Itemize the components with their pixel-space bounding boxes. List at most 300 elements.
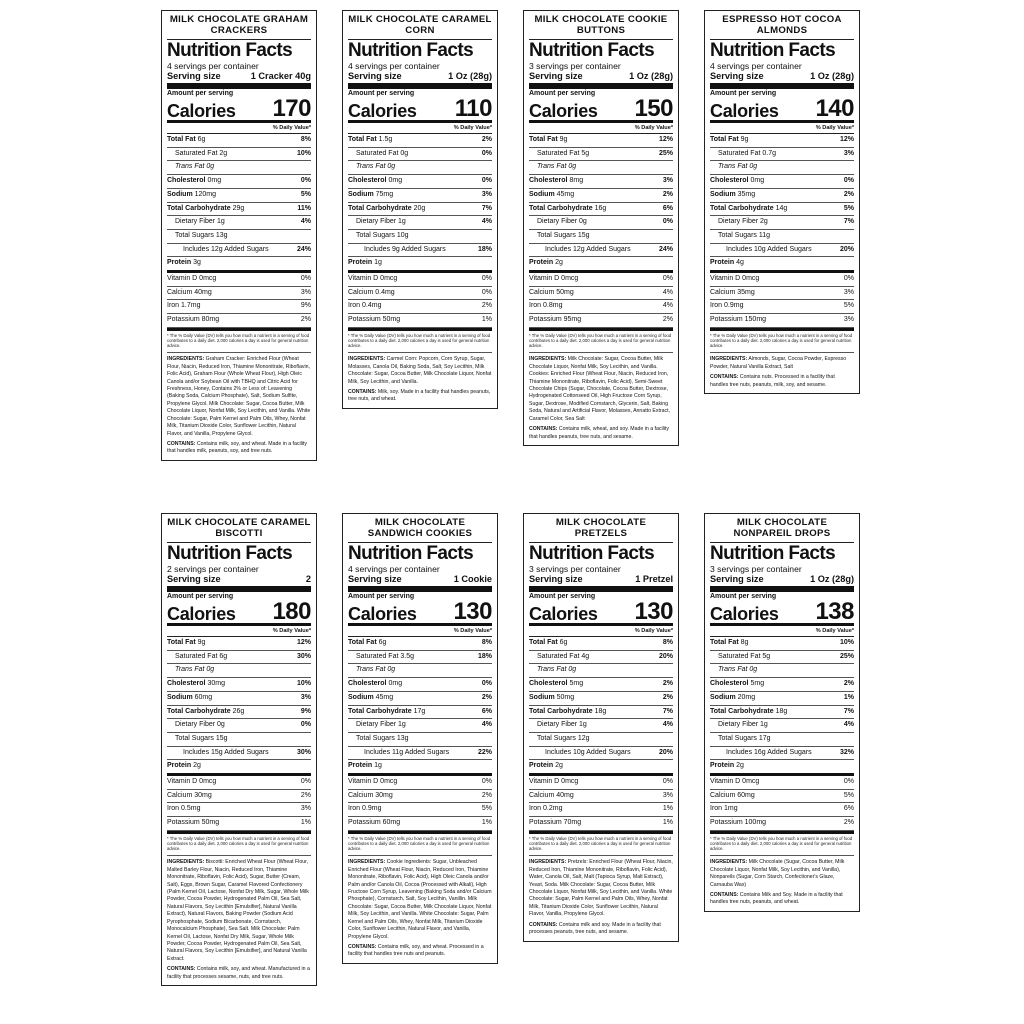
nutrient-name <box>710 706 787 719</box>
nutrient-row <box>348 747 492 761</box>
vitamin-amount: 40mg <box>194 288 212 296</box>
nutrient-dv: 4% <box>662 721 673 729</box>
nutrient-name <box>529 651 589 664</box>
nutrient-label: Dietary Fiber <box>537 218 578 226</box>
vitamin-name <box>348 273 397 286</box>
nutrient-dv: 3% <box>481 190 492 198</box>
vitamin-label: Potassium <box>348 819 381 827</box>
vitamin-amount: 150mg <box>744 316 767 324</box>
nutrient-row <box>529 637 673 651</box>
vitamin-name <box>710 273 759 286</box>
vitamin-row <box>167 287 311 301</box>
nutrient-dv: 7% <box>843 218 854 226</box>
nutrient-row <box>710 148 854 162</box>
nutrient-label: Saturated Fat <box>718 652 761 660</box>
nutrient-name <box>529 719 587 732</box>
vitamin-label: Iron <box>529 805 542 813</box>
nutrient-row <box>348 733 492 747</box>
nutrient-row <box>167 189 311 203</box>
nutrient-amount: 0mg <box>388 177 403 185</box>
vitamin-amount: 30mg <box>375 791 393 799</box>
vitamin-amount: 0.9mg <box>724 302 744 310</box>
nutrient-row <box>710 189 854 203</box>
nutrient-dv: 4% <box>300 218 311 226</box>
nutrient-amount: 1.5g <box>378 136 393 143</box>
nutrient-label: Cholesterol <box>167 177 206 185</box>
servings-per-container: 3 servings per container <box>529 564 621 574</box>
nutrient-label: Trans Fat <box>356 163 386 171</box>
nutrient-dv: 7% <box>662 707 673 715</box>
vitamin-label: Vitamin D <box>529 275 560 283</box>
nutrient-row <box>348 678 492 692</box>
vitamin-name <box>167 273 216 286</box>
nutrient-amount: 5mg <box>569 680 584 688</box>
nutrient-dv: 0% <box>481 177 492 185</box>
serving-size-label: Serving size <box>529 574 583 584</box>
vitamin-amount: 0.4mg <box>375 288 395 296</box>
vitamin-amount: 0.5mg <box>181 805 201 813</box>
vitamin-dv: 0% <box>481 288 492 296</box>
nutrition-facts-title: Nutrition Facts <box>348 39 492 61</box>
nutrient-name <box>710 692 755 705</box>
nutrient-name <box>529 637 567 650</box>
nutrient-row <box>710 733 854 747</box>
servings-per-container: 4 servings per container <box>167 61 259 71</box>
nutrient-row <box>529 651 673 665</box>
nutrient-label: Total Sugars <box>175 231 214 239</box>
vitamin-name <box>710 803 738 816</box>
daily-value-header: % Daily Value* <box>167 626 311 637</box>
vitamin-label: Potassium <box>710 316 743 324</box>
ingredients <box>710 855 854 889</box>
nutrient-row <box>167 161 311 175</box>
nutrient-label: Protein <box>348 762 373 770</box>
serving-size-value: 1 Oz (28g) <box>448 71 492 81</box>
nutrient-name <box>167 161 214 174</box>
nutrient-name <box>348 216 406 229</box>
daily-value-footnote: * The % Daily Value (DV) tells you how much a nutrient in a serving of food contributes to a daily diet. 2,000 calories a day is used for general nutrition advice. <box>529 328 673 349</box>
vitamin-label: Calcium <box>167 791 193 799</box>
nutrient-amount: 2g <box>555 762 563 770</box>
ingredients <box>348 855 492 940</box>
nutrient-label: Saturated Fat <box>537 149 580 157</box>
daily-value-footnote: * The % Daily Value (DV) tells you how much a nutrient in a serving of food contributes to a daily diet. 2,000 calories a day is used for general nutrition advice. <box>710 831 854 852</box>
nutrient-name <box>348 664 395 677</box>
vitamin-row <box>167 314 311 328</box>
nutrient-amount: 50mg <box>556 693 575 701</box>
vitamin-dv: 3% <box>300 805 311 813</box>
vitamin-dv: 5% <box>481 805 492 813</box>
nutrient-name <box>348 230 409 243</box>
nutrient-row <box>167 244 311 258</box>
vitamin-amount: 60mg <box>382 819 401 827</box>
nutrient-dv: 10% <box>296 149 311 157</box>
nutrient-amount: 5g <box>762 652 771 660</box>
ingredients-text: Milk Chocolate: Sugar, Cocoa Butter, Milk Chocolate Liquor, Nonfat Milk, Soy Lecithin, and Vanilla. Cookies: Enriched Flour (Wheat Flour, Niacin, Reduced Iron, Thiamine Mononitrate, Riboflavin, Folic Acid), Semi-Sweet Chocolate Chips (Sugar, Chocolate, Cocoa Butter, Dextrose, Hydrogenated Cottonseed Oil, High Fructose Corn Syrup, Sugar, Dextrose, Modified Cornstarch, Glycerin, Salt, Baking Soda, Natural and Artificial Flavor, Molasses, Annatto Extract, Caramel Color, Sea Salt <box>529 356 670 422</box>
contains-text: Milk, soy. Made in a facility that handles peanuts, tree nuts, and wheat. <box>348 389 491 403</box>
nutrient-row <box>348 760 492 776</box>
nutrient-row <box>710 719 854 733</box>
vitamin-name <box>710 776 759 789</box>
amount-per-serving: Amount per serving <box>167 593 234 600</box>
nutrient-dv: 20% <box>658 748 673 756</box>
nutrient-label: Includes 9g Added Sugars <box>364 245 446 253</box>
vitamin-label: Potassium <box>167 316 200 324</box>
nutrient-label: Protein <box>529 762 554 770</box>
nutrient-name <box>710 733 771 746</box>
vitamin-name <box>167 817 219 830</box>
vitamin-amount: 30mg <box>194 791 212 799</box>
serving-size-label: Serving size <box>348 574 402 584</box>
nutrient-label: Total Fat <box>167 136 196 143</box>
nutrient-name <box>348 692 393 705</box>
serving-size-label: Serving size <box>167 574 221 584</box>
nutrient-amount: 1g <box>760 721 768 729</box>
nutrient-label: Includes 11g Added Sugars <box>364 748 450 756</box>
nutrient-amount: 0g <box>387 666 396 674</box>
vitamin-dv: 2% <box>300 316 311 324</box>
nutrient-label: Total Carbohydrate <box>529 204 593 212</box>
nutrient-amount: 0g <box>568 666 577 674</box>
nutrient-label: Total Carbohydrate <box>710 707 774 715</box>
nutrient-dv: 24% <box>658 245 673 253</box>
nutrient-label: Total Sugars <box>537 231 576 239</box>
calories-value: 170 <box>272 95 311 122</box>
nutrient-row <box>167 134 311 148</box>
calories-label: Calories <box>710 604 779 624</box>
nutrient-row <box>529 664 673 678</box>
nutrient-row <box>167 651 311 665</box>
nutrient-name <box>710 257 744 270</box>
vitamin-label: Calcium <box>710 791 736 799</box>
servings-per-container: 3 servings per container <box>529 61 621 71</box>
vitamin-dv: 0% <box>662 275 673 283</box>
nutrient-name <box>348 148 408 161</box>
nutrient-amount: 9g <box>559 136 568 143</box>
nutrient-label: Protein <box>710 762 735 770</box>
servings-per-container: 4 servings per container <box>710 61 802 71</box>
nutrient-name <box>710 244 812 257</box>
nutrient-name <box>348 651 414 664</box>
nutrient-dv: 18% <box>477 652 492 660</box>
vitamin-label: Vitamin D <box>348 778 379 786</box>
nutrient-dv: 2% <box>481 136 492 143</box>
nutrient-amount: 0g <box>206 666 215 674</box>
nutrient-dv: 2% <box>662 680 673 688</box>
vitamin-row <box>710 287 854 301</box>
nutrient-amount: 0g <box>387 163 396 171</box>
vitamin-row <box>348 300 492 314</box>
nutrient-dv: 7% <box>843 707 854 715</box>
nutrient-amount: 15g <box>577 231 590 239</box>
nutrient-label: Cholesterol <box>710 680 749 688</box>
nutrient-label: Total Fat <box>348 136 377 143</box>
nutrition-facts-title: Nutrition Facts <box>167 39 311 61</box>
calories-row <box>348 598 492 626</box>
nutrient-row <box>529 719 673 733</box>
vitamin-amount: 0mcg <box>380 275 398 283</box>
vitamin-name <box>348 776 397 789</box>
nutrient-name <box>348 134 392 147</box>
nutrient-row <box>167 257 311 273</box>
vitamin-amount: 95mg <box>563 316 582 324</box>
nutrient-label: Includes 15g Added Sugars <box>183 748 269 756</box>
serving-size-row <box>529 574 673 592</box>
calories-label: Calories <box>348 101 417 121</box>
nutrient-row <box>710 651 854 665</box>
nutrient-amount: 2g <box>219 149 228 157</box>
vitamin-label: Iron <box>348 302 361 310</box>
vitamin-row <box>529 776 673 790</box>
nutrient-label: Cholesterol <box>710 177 749 185</box>
nutrient-amount: 30mg <box>207 680 225 688</box>
nutrient-name <box>710 719 768 732</box>
nutrient-dv: 25% <box>658 149 673 157</box>
nutrient-amount: 12g <box>577 734 590 742</box>
nutrient-label: Total Fat <box>529 639 558 646</box>
vitamin-row <box>348 817 492 831</box>
nutrient-dv: 8% <box>300 136 311 143</box>
vitamin-dv: 3% <box>662 791 673 799</box>
calories-value: 138 <box>815 598 854 625</box>
vitamin-name <box>529 776 578 789</box>
vitamin-dv: 1% <box>481 819 492 827</box>
product-name: MILK CHOCOLATE CARAMEL BISCOTTI <box>167 517 311 539</box>
vitamin-name <box>167 790 212 803</box>
vitamin-label: Calcium <box>529 791 555 799</box>
nutrient-row <box>348 244 492 258</box>
nutrient-row <box>167 719 311 733</box>
nutrient-row <box>167 148 311 162</box>
nutrient-label: Dietary Fiber <box>718 218 759 226</box>
servings-per-container: 4 servings per container <box>348 564 440 574</box>
nutrient-row <box>167 678 311 692</box>
nutrient-row <box>348 257 492 273</box>
nutrient-dv: 0% <box>300 721 311 729</box>
vitamin-row <box>710 817 854 831</box>
nutrient-amount: 0mg <box>207 177 222 185</box>
nutrient-amount: 1g <box>374 762 382 770</box>
nutrient-name <box>167 706 244 719</box>
nutrient-name <box>529 148 589 161</box>
nutrient-dv: 2% <box>662 190 673 198</box>
nutrient-amount: 0g <box>206 163 215 171</box>
nutrient-dv: 1% <box>843 693 854 701</box>
nutrient-label: Sodium <box>710 190 736 198</box>
nutrient-name <box>167 651 227 664</box>
nutrient-label: Saturated Fat <box>356 652 399 660</box>
ingredients-label: INGREDIENTS: <box>529 356 567 363</box>
nutrient-amount: 1g <box>217 218 225 226</box>
nutrient-name <box>167 189 216 202</box>
vitamin-name <box>710 314 766 327</box>
serving-size-row <box>710 574 854 592</box>
nutrient-dv: 0% <box>300 177 311 185</box>
vitamin-row <box>710 776 854 790</box>
nutrient-row <box>529 747 673 761</box>
nutrient-label: Dietary Fiber <box>175 218 216 226</box>
nutrient-name <box>710 651 770 664</box>
vitamin-dv: 5% <box>843 302 854 310</box>
nutrient-row <box>348 216 492 230</box>
serving-size-label: Serving size <box>710 574 764 584</box>
nutrient-label: Total Sugars <box>356 734 395 742</box>
nutrient-amount: 60mg <box>194 693 213 701</box>
vitamin-name <box>348 314 400 327</box>
vitamin-amount: 0mcg <box>742 778 760 786</box>
nutrient-label: Total Fat <box>529 136 558 143</box>
nutrient-name <box>529 216 587 229</box>
vitamin-label: Potassium <box>529 316 562 324</box>
contains-text: Contains milk, soy, and wheat. Made in a facility that handles milk, peanuts, soy, and tree nuts. <box>167 440 307 455</box>
nutrient-row <box>529 161 673 175</box>
nutrient-dv: 25% <box>839 652 854 660</box>
nutrient-name <box>348 706 425 719</box>
nutrient-name <box>710 664 757 677</box>
nutrient-amount: 6g <box>219 652 228 660</box>
vitamin-row <box>529 300 673 314</box>
vitamin-label: Vitamin D <box>710 778 741 786</box>
nutrient-label: Trans Fat <box>537 666 567 674</box>
nutrient-name <box>710 134 748 147</box>
nutrient-row <box>348 175 492 189</box>
vitamin-label: Vitamin D <box>167 275 198 283</box>
vitamin-label: Vitamin D <box>348 275 379 283</box>
nutrient-dv: 5% <box>843 204 854 212</box>
nutrient-name <box>529 203 606 216</box>
nutrition-label <box>704 10 860 394</box>
nutrient-label: Total Fat <box>167 639 196 646</box>
calories-value: 130 <box>453 598 492 625</box>
daily-value-header: % Daily Value* <box>348 123 492 134</box>
nutrient-dv: 2% <box>843 190 854 198</box>
nutrient-row <box>710 230 854 244</box>
nutrient-amount: 17g <box>413 707 426 715</box>
nutrient-row <box>529 148 673 162</box>
nutrient-name <box>167 230 228 243</box>
nutrient-amount: 9g <box>197 639 206 646</box>
vitamin-label: Iron <box>529 302 542 310</box>
nutrient-amount: 0mg <box>750 177 765 185</box>
nutrient-row <box>167 175 311 189</box>
vitamin-dv: 4% <box>662 302 673 310</box>
nutrient-row <box>710 706 854 720</box>
serving-size-row <box>348 71 492 89</box>
nutrient-amount: 10g <box>396 231 409 239</box>
nutrient-name <box>348 719 406 732</box>
vitamin-row <box>348 790 492 804</box>
product-name: MILK CHOCOLATE COOKIE BUTTONS <box>534 14 668 36</box>
amount-per-serving: Amount per serving <box>167 90 234 97</box>
vitamin-row <box>710 803 854 817</box>
vitamin-amount: 40mg <box>556 791 574 799</box>
product-name: MILK CHOCOLATE GRAHAM CRACKERS <box>169 14 309 36</box>
vitamin-dv: 5% <box>843 791 854 799</box>
nutrient-label: Total Fat <box>348 639 377 646</box>
nutrient-row <box>348 148 492 162</box>
nutrient-amount: 20g <box>413 204 426 212</box>
nutrient-dv: 4% <box>481 721 492 729</box>
nutrient-name <box>710 161 757 174</box>
nutrient-dv: 10% <box>839 639 854 646</box>
nutrient-label: Cholesterol <box>529 680 568 688</box>
vitamin-dv: 3% <box>300 288 311 296</box>
nutrient-label: Total Carbohydrate <box>710 204 774 212</box>
vitamin-row <box>529 803 673 817</box>
nutrient-name <box>167 257 201 270</box>
contains-label: CONTAINS: <box>167 440 196 447</box>
nutrient-name <box>710 760 744 773</box>
vitamin-row <box>348 314 492 328</box>
nutrition-label <box>161 513 317 986</box>
vitamin-name <box>529 314 581 327</box>
serving-size-value: 2 <box>305 574 311 584</box>
nutrient-amount: 4g <box>581 652 590 660</box>
calories-value: 130 <box>634 598 673 625</box>
nutrient-label: Cholesterol <box>348 177 387 185</box>
nutrient-label: Total Sugars <box>175 734 214 742</box>
vitamin-dv: 0% <box>662 778 673 786</box>
nutrient-dv: 3% <box>843 149 854 157</box>
vitamin-name <box>710 817 766 830</box>
calories-label: Calories <box>529 101 598 121</box>
serving-size-row <box>710 71 854 89</box>
nutrient-label: Dietary Fiber <box>718 721 759 729</box>
vitamin-row <box>167 790 311 804</box>
nutrient-amount: 17g <box>758 734 771 742</box>
daily-value-footnote: * The % Daily Value (DV) tells you how much a nutrient in a serving of food contributes to a daily diet. 2,000 calories a day is used for general nutrition advice. <box>348 328 492 349</box>
allergen-statement <box>348 944 492 959</box>
vitamin-name <box>348 803 381 816</box>
product-name: MILK CHOCOLATE PRETZELS <box>555 517 647 539</box>
nutrient-label: Sodium <box>710 693 736 701</box>
nutrient-amount: 18g <box>594 707 607 715</box>
nutrient-name <box>529 161 576 174</box>
nutrient-name <box>348 244 446 257</box>
nutrition-facts-title: Nutrition Facts <box>710 39 854 61</box>
nutrient-label: Includes 10g Added Sugars <box>726 245 812 253</box>
nutrient-row <box>529 733 673 747</box>
daily-value-header: % Daily Value* <box>529 626 673 637</box>
nutrient-amount: 75mg <box>375 190 394 198</box>
contains-label: CONTAINS: <box>348 943 377 950</box>
nutrient-amount: 0.7g <box>762 149 776 157</box>
nutrient-name <box>167 733 228 746</box>
ingredients-text: Almonds, Sugar, Cocoa Powder, Espresso Powder, Natural Vanilla Extract, Salt <box>710 356 847 370</box>
vitamin-amount: 0.4mg <box>362 302 382 310</box>
nutrient-amount: 5mg <box>750 680 765 688</box>
nutrient-name <box>167 760 201 773</box>
daily-value-header: % Daily Value* <box>710 123 854 134</box>
contains-text: Contains milk, soy, and wheat. Processed in a facility that handles tree nuts and peanuts. <box>348 943 484 958</box>
vitamin-dv: 3% <box>843 288 854 296</box>
vitamin-row <box>529 314 673 328</box>
serving-size-label: Serving size <box>529 71 583 81</box>
nutrient-label: Dietary Fiber <box>537 721 578 729</box>
nutrient-row <box>167 692 311 706</box>
nutrient-dv: 9% <box>300 707 311 715</box>
nutrient-row <box>710 664 854 678</box>
nutrient-amount: 1g <box>374 259 382 267</box>
serving-size-label: Serving size <box>348 71 402 81</box>
nutrient-amount: 1g <box>579 721 587 729</box>
vitamin-dv: 1% <box>662 805 673 813</box>
nutrient-dv: 0% <box>843 177 854 185</box>
amount-per-serving: Amount per serving <box>710 593 777 600</box>
nutrient-name <box>348 678 402 691</box>
calories-label: Calories <box>167 101 236 121</box>
allergen-statement <box>529 426 673 441</box>
